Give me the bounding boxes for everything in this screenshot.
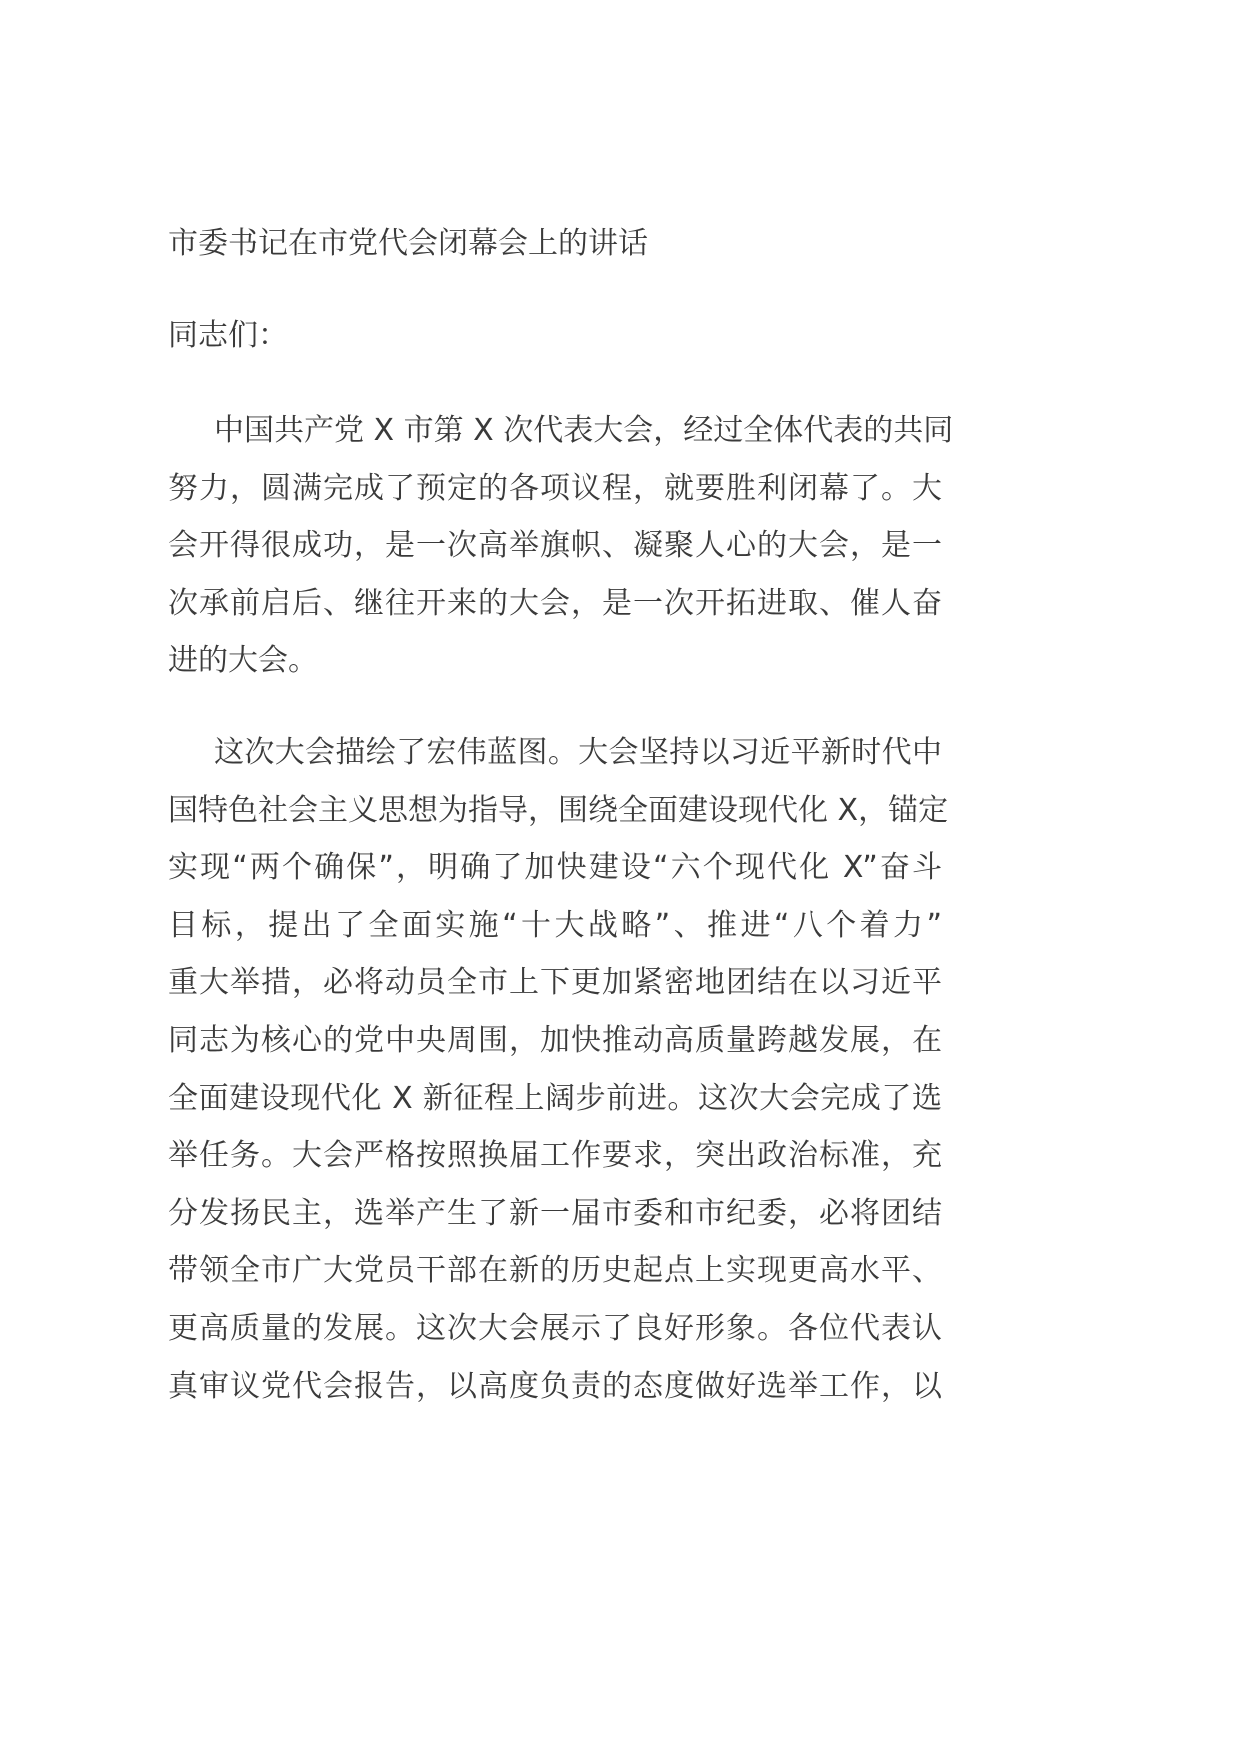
paragraph-line: 进的大会。 — [168, 643, 318, 679]
paragraph-line: 中国共产党 X 市第 X 次代表大会，经过全体代表的共同 — [214, 413, 954, 448]
paragraph-line: 国特色社会主义思想为指导，围绕全面建设现代化 X，锚定 — [168, 792, 949, 828]
paragraph-line: 目标，提出了全面实施“十大战略”、推进“八个着力” — [168, 907, 942, 943]
paragraph-line: 同志为核心的党中央周围，加快推动高质量跨越发展，在 — [168, 1022, 942, 1058]
paragraph-line: 重大举措，必将动员全市上下更加紧密地团结在以习近平 — [168, 965, 942, 1001]
document-title: 市委书记在市党代会闭幕会上的讲话 — [168, 226, 648, 261]
salutation: 同志们： — [168, 318, 288, 353]
paragraph-line: 分发扬民主，选举产生了新一届市委和市纪委，必将团结 — [168, 1195, 942, 1231]
paragraph-line: 真审议党代会报告，以高度负责的态度做好选举工作，以 — [168, 1368, 942, 1404]
paragraph-line: 次承前启后、继往开来的大会，是一次开拓进取、催人奋 — [168, 585, 942, 621]
paragraph-line: 举任务。大会严格按照换届工作要求，突出政治标准，充 — [168, 1138, 942, 1174]
paragraph-line: 实现“两个确保”，明确了加快建设“六个现代化 X”奋斗 — [168, 850, 942, 886]
paragraph-line: 会开得很成功，是一次高举旗帜、凝聚人心的大会，是一 — [168, 528, 942, 564]
paragraph-line: 这次大会描绘了宏伟蓝图。大会坚持以习近平新时代中 — [214, 735, 942, 770]
paragraph-line: 全面建设现代化 X 新征程上阔步前进。这次大会完成了选 — [168, 1080, 942, 1116]
paragraph-line: 更高质量的发展。这次大会展示了良好形象。各位代表认 — [168, 1310, 942, 1346]
paragraph-1 — [168, 402, 954, 690]
paragraph-line: 带领全市广大党员干部在新的历史起点上实现更高水平、 — [168, 1253, 942, 1289]
paragraph-line: 努力，圆满完成了预定的各项议程，就要胜利闭幕了。大 — [168, 470, 942, 506]
paragraph-2 — [168, 724, 949, 1415]
